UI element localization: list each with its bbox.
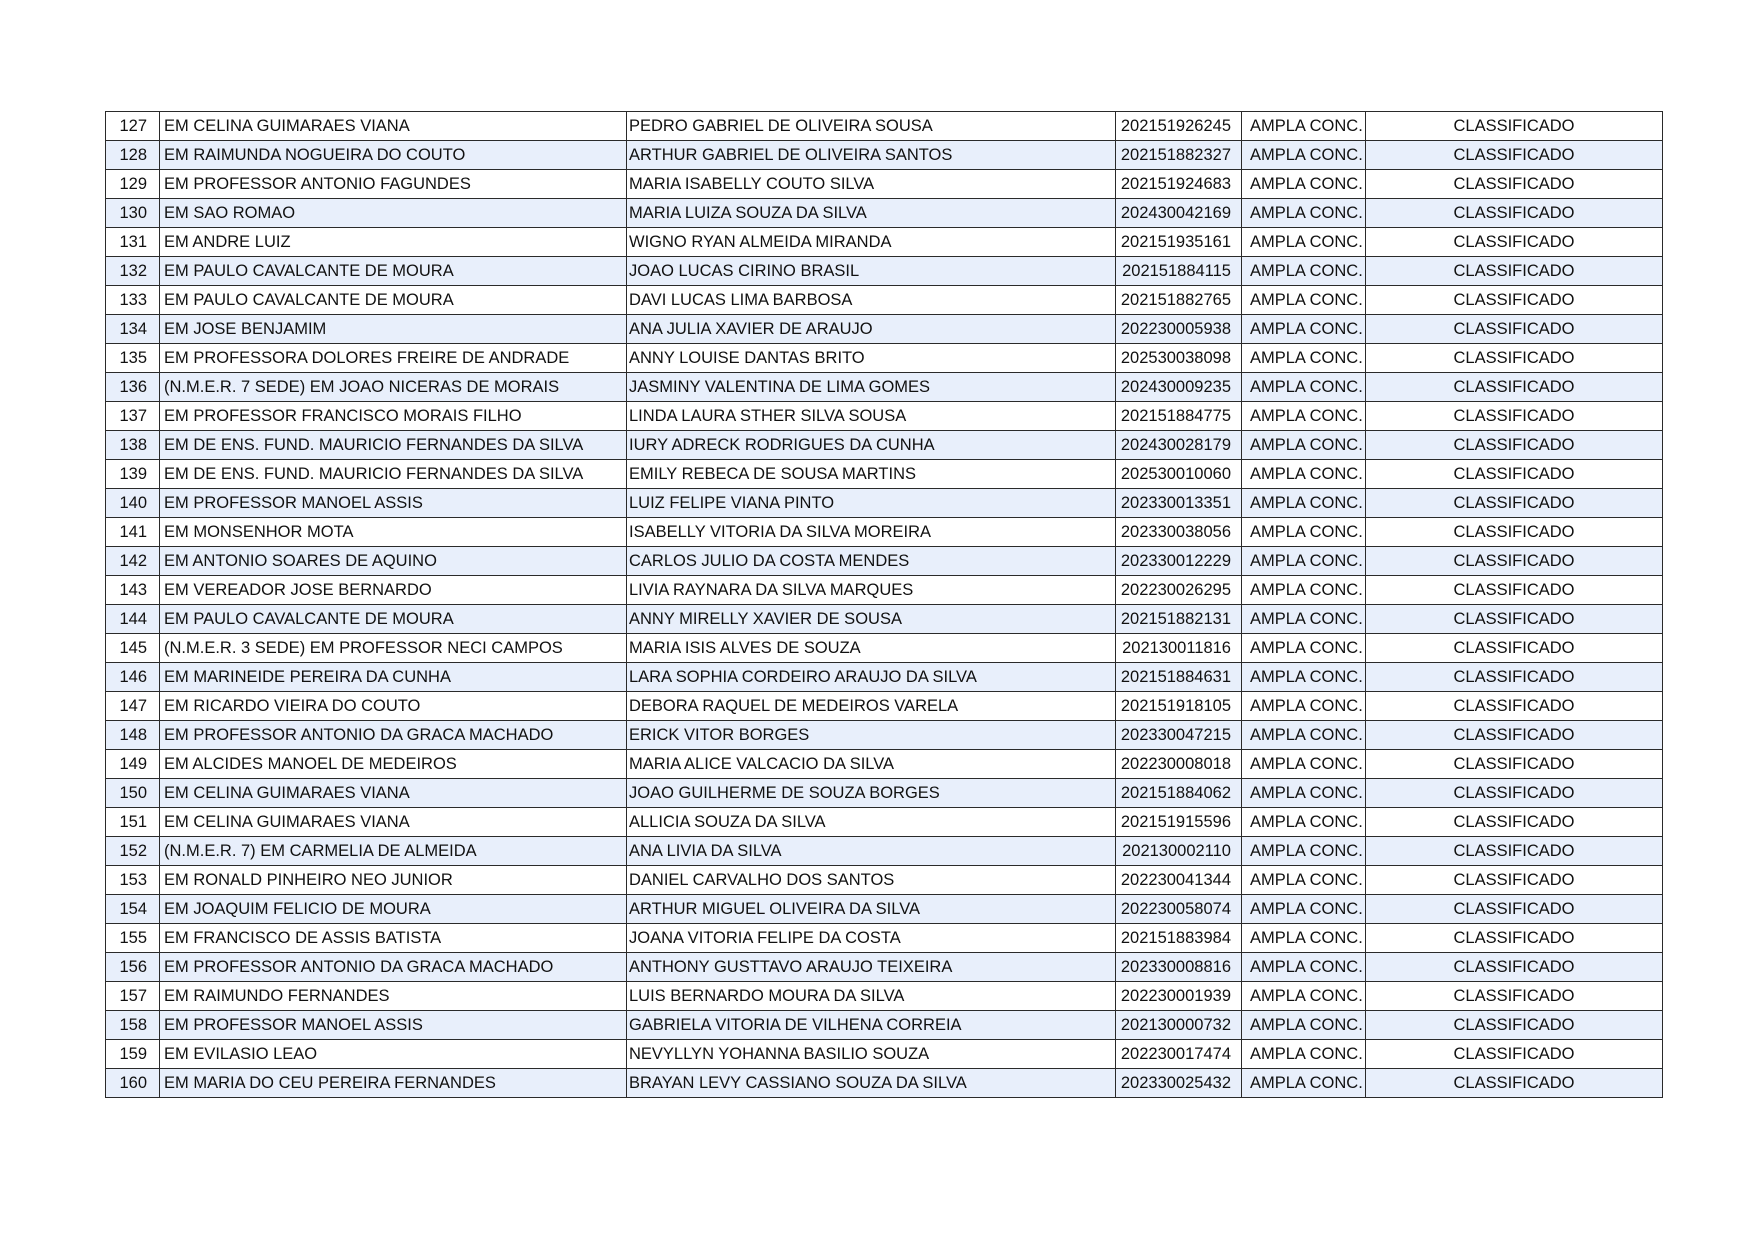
row-number-cell: 131 [106, 228, 160, 257]
school-name-cell: EM RAIMUNDA NOGUEIRA DO COUTO [160, 141, 627, 170]
status-cell: CLASSIFICADO [1366, 663, 1663, 692]
row-number-cell: 150 [106, 779, 160, 808]
status-cell: CLASSIFICADO [1366, 373, 1663, 402]
table-row [106, 1069, 1663, 1098]
student-name-cell: DANIEL CARVALHO DOS SANTOS [627, 866, 1116, 895]
school-name-cell: EM ANTONIO SOARES DE AQUINO [160, 547, 627, 576]
table-row [106, 808, 1663, 837]
competition-type-cell: AMPLA CONC. [1242, 982, 1366, 1011]
school-name-cell: EM JOAQUIM FELICIO DE MOURA [160, 895, 627, 924]
registration-id-cell: 202130002110 [1116, 837, 1242, 866]
school-name-cell: EM PROFESSOR FRANCISCO MORAIS FILHO [160, 402, 627, 431]
registration-id-cell: 202151926245 [1116, 112, 1242, 141]
school-name-cell: EM JOSE BENJAMIM [160, 315, 627, 344]
student-name-cell: WIGNO RYAN ALMEIDA MIRANDA [627, 228, 1116, 257]
status-cell: CLASSIFICADO [1366, 1069, 1663, 1098]
status-cell: CLASSIFICADO [1366, 315, 1663, 344]
registration-id-cell: 202330013351 [1116, 489, 1242, 518]
student-name-cell: JASMINY VALENTINA DE LIMA GOMES [627, 373, 1116, 402]
status-cell: CLASSIFICADO [1366, 692, 1663, 721]
status-cell: CLASSIFICADO [1366, 634, 1663, 663]
student-name-cell: PEDRO GABRIEL DE OLIVEIRA SOUSA [627, 112, 1116, 141]
school-name-cell: EM SAO ROMAO [160, 199, 627, 228]
status-cell: CLASSIFICADO [1366, 489, 1663, 518]
status-cell: CLASSIFICADO [1366, 286, 1663, 315]
competition-type-cell: AMPLA CONC. [1242, 344, 1366, 373]
table-row [106, 228, 1663, 257]
row-number-cell: 144 [106, 605, 160, 634]
school-name-cell: EM RICARDO VIEIRA DO COUTO [160, 692, 627, 721]
student-name-cell: JOAO LUCAS CIRINO BRASIL [627, 257, 1116, 286]
school-name-cell: EM PAULO CAVALCANTE DE MOURA [160, 257, 627, 286]
row-number-cell: 148 [106, 721, 160, 750]
row-number-cell: 130 [106, 199, 160, 228]
table-row [106, 721, 1663, 750]
registration-id-cell: 202151918105 [1116, 692, 1242, 721]
table-row [106, 460, 1663, 489]
table-row [106, 663, 1663, 692]
student-name-cell: MARIA ALICE VALCACIO DA SILVA [627, 750, 1116, 779]
row-number-cell: 153 [106, 866, 160, 895]
competition-type-cell: AMPLA CONC. [1242, 489, 1366, 518]
student-name-cell: CARLOS JULIO DA COSTA MENDES [627, 547, 1116, 576]
competition-type-cell: AMPLA CONC. [1242, 576, 1366, 605]
student-name-cell: GABRIELA VITORIA DE VILHENA CORREIA [627, 1011, 1116, 1040]
row-number-cell: 151 [106, 808, 160, 837]
student-name-cell: LIVIA RAYNARA DA SILVA MARQUES [627, 576, 1116, 605]
status-cell: CLASSIFICADO [1366, 547, 1663, 576]
results-table-body [106, 112, 1663, 1098]
registration-id-cell: 202151882131 [1116, 605, 1242, 634]
competition-type-cell: AMPLA CONC. [1242, 895, 1366, 924]
competition-type-cell: AMPLA CONC. [1242, 924, 1366, 953]
registration-id-cell: 202151924683 [1116, 170, 1242, 199]
registration-id-cell: 202230026295 [1116, 576, 1242, 605]
competition-type-cell: AMPLA CONC. [1242, 866, 1366, 895]
school-name-cell: EM PROFESSOR ANTONIO FAGUNDES [160, 170, 627, 199]
competition-type-cell: AMPLA CONC. [1242, 663, 1366, 692]
student-name-cell: JOAO GUILHERME DE SOUZA BORGES [627, 779, 1116, 808]
row-number-cell: 154 [106, 895, 160, 924]
table-row [106, 634, 1663, 663]
competition-type-cell: AMPLA CONC. [1242, 170, 1366, 199]
school-name-cell: EM CELINA GUIMARAES VIANA [160, 112, 627, 141]
school-name-cell: (N.M.E.R. 7 SEDE) EM JOAO NICERAS DE MORAIS [160, 373, 627, 402]
row-number-cell: 136 [106, 373, 160, 402]
status-cell: CLASSIFICADO [1366, 895, 1663, 924]
table-row [106, 982, 1663, 1011]
row-number-cell: 152 [106, 837, 160, 866]
school-name-cell: EM PROFESSOR MANOEL ASSIS [160, 1011, 627, 1040]
status-cell: CLASSIFICADO [1366, 605, 1663, 634]
status-cell: CLASSIFICADO [1366, 866, 1663, 895]
status-cell: CLASSIFICADO [1366, 344, 1663, 373]
registration-id-cell: 202430009235 [1116, 373, 1242, 402]
school-name-cell: EM CELINA GUIMARAES VIANA [160, 779, 627, 808]
school-name-cell: (N.M.E.R. 3 SEDE) EM PROFESSOR NECI CAMPOS [160, 634, 627, 663]
status-cell: CLASSIFICADO [1366, 1040, 1663, 1069]
table-row [106, 373, 1663, 402]
competition-type-cell: AMPLA CONC. [1242, 1011, 1366, 1040]
student-name-cell: ANA LIVIA DA SILVA [627, 837, 1116, 866]
competition-type-cell: AMPLA CONC. [1242, 141, 1366, 170]
competition-type-cell: AMPLA CONC. [1242, 634, 1366, 663]
row-number-cell: 128 [106, 141, 160, 170]
status-cell: CLASSIFICADO [1366, 953, 1663, 982]
table-row [106, 576, 1663, 605]
competition-type-cell: AMPLA CONC. [1242, 402, 1366, 431]
status-cell: CLASSIFICADO [1366, 170, 1663, 199]
student-name-cell: ISABELLY VITORIA DA SILVA MOREIRA [627, 518, 1116, 547]
table-row [106, 518, 1663, 547]
student-name-cell: MARIA ISABELLY COUTO SILVA [627, 170, 1116, 199]
registration-id-cell: 202151884062 [1116, 779, 1242, 808]
registration-id-cell: 202430042169 [1116, 199, 1242, 228]
competition-type-cell: AMPLA CONC. [1242, 286, 1366, 315]
school-name-cell: EM RONALD PINHEIRO NEO JUNIOR [160, 866, 627, 895]
school-name-cell: EM DE ENS. FUND. MAURICIO FERNANDES DA SILVA [160, 431, 627, 460]
school-name-cell: EM PROFESSOR MANOEL ASSIS [160, 489, 627, 518]
row-number-cell: 137 [106, 402, 160, 431]
registration-id-cell: 202330012229 [1116, 547, 1242, 576]
status-cell: CLASSIFICADO [1366, 576, 1663, 605]
table-row [106, 141, 1663, 170]
registration-id-cell: 202130011816 [1116, 634, 1242, 663]
school-name-cell: EM VEREADOR JOSE BERNARDO [160, 576, 627, 605]
registration-id-cell: 202430028179 [1116, 431, 1242, 460]
student-name-cell: LUIS BERNARDO MOURA DA SILVA [627, 982, 1116, 1011]
competition-type-cell: AMPLA CONC. [1242, 750, 1366, 779]
registration-id-cell: 202530010060 [1116, 460, 1242, 489]
student-name-cell: BRAYAN LEVY CASSIANO SOUZA DA SILVA [627, 1069, 1116, 1098]
school-name-cell: EM PAULO CAVALCANTE DE MOURA [160, 286, 627, 315]
row-number-cell: 156 [106, 953, 160, 982]
student-name-cell: ARTHUR GABRIEL DE OLIVEIRA SANTOS [627, 141, 1116, 170]
status-cell: CLASSIFICADO [1366, 721, 1663, 750]
row-number-cell: 139 [106, 460, 160, 489]
competition-type-cell: AMPLA CONC. [1242, 1069, 1366, 1098]
competition-type-cell: AMPLA CONC. [1242, 808, 1366, 837]
student-name-cell: JOANA VITORIA FELIPE DA COSTA [627, 924, 1116, 953]
registration-id-cell: 202130000732 [1116, 1011, 1242, 1040]
registration-id-cell: 202151915596 [1116, 808, 1242, 837]
registration-id-cell: 202151884115 [1116, 257, 1242, 286]
student-name-cell: ARTHUR MIGUEL OLIVEIRA DA SILVA [627, 895, 1116, 924]
school-name-cell: EM PAULO CAVALCANTE DE MOURA [160, 605, 627, 634]
student-name-cell: ALLICIA SOUZA DA SILVA [627, 808, 1116, 837]
school-name-cell: EM MARINEIDE PEREIRA DA CUNHA [160, 663, 627, 692]
registration-id-cell: 202151882765 [1116, 286, 1242, 315]
registration-id-cell: 202230001939 [1116, 982, 1242, 1011]
status-cell: CLASSIFICADO [1366, 808, 1663, 837]
registration-id-cell: 202230041344 [1116, 866, 1242, 895]
registration-id-cell: 202151883984 [1116, 924, 1242, 953]
competition-type-cell: AMPLA CONC. [1242, 953, 1366, 982]
table-row [106, 315, 1663, 344]
competition-type-cell: AMPLA CONC. [1242, 605, 1366, 634]
row-number-cell: 146 [106, 663, 160, 692]
competition-type-cell: AMPLA CONC. [1242, 692, 1366, 721]
school-name-cell: EM PROFESSORA DOLORES FREIRE DE ANDRADE [160, 344, 627, 373]
school-name-cell: EM CELINA GUIMARAES VIANA [160, 808, 627, 837]
competition-type-cell: AMPLA CONC. [1242, 431, 1366, 460]
competition-type-cell: AMPLA CONC. [1242, 228, 1366, 257]
table-row [106, 1011, 1663, 1040]
row-number-cell: 149 [106, 750, 160, 779]
status-cell: CLASSIFICADO [1366, 460, 1663, 489]
row-number-cell: 143 [106, 576, 160, 605]
school-name-cell: EM RAIMUNDO FERNANDES [160, 982, 627, 1011]
registration-id-cell: 202330038056 [1116, 518, 1242, 547]
table-row [106, 837, 1663, 866]
row-number-cell: 129 [106, 170, 160, 199]
table-row [106, 779, 1663, 808]
student-name-cell: ANA JULIA XAVIER DE ARAUJO [627, 315, 1116, 344]
registration-id-cell: 202330008816 [1116, 953, 1242, 982]
student-name-cell: ANNY MIRELLY XAVIER DE SOUSA [627, 605, 1116, 634]
student-name-cell: MARIA LUIZA SOUZA DA SILVA [627, 199, 1116, 228]
row-number-cell: 142 [106, 547, 160, 576]
competition-type-cell: AMPLA CONC. [1242, 460, 1366, 489]
table-row [106, 489, 1663, 518]
row-number-cell: 155 [106, 924, 160, 953]
registration-id-cell: 202230005938 [1116, 315, 1242, 344]
registration-id-cell: 202230017474 [1116, 1040, 1242, 1069]
registration-id-cell: 202530038098 [1116, 344, 1242, 373]
row-number-cell: 157 [106, 982, 160, 1011]
table-row [106, 199, 1663, 228]
table-row [106, 605, 1663, 634]
competition-type-cell: AMPLA CONC. [1242, 112, 1366, 141]
status-cell: CLASSIFICADO [1366, 924, 1663, 953]
school-name-cell: EM MONSENHOR MOTA [160, 518, 627, 547]
status-cell: CLASSIFICADO [1366, 518, 1663, 547]
registration-id-cell: 202330025432 [1116, 1069, 1242, 1098]
student-name-cell: EMILY REBECA DE SOUSA MARTINS [627, 460, 1116, 489]
row-number-cell: 147 [106, 692, 160, 721]
row-number-cell: 132 [106, 257, 160, 286]
status-cell: CLASSIFICADO [1366, 1011, 1663, 1040]
status-cell: CLASSIFICADO [1366, 112, 1663, 141]
school-name-cell: (N.M.E.R. 7) EM CARMELIA DE ALMEIDA [160, 837, 627, 866]
status-cell: CLASSIFICADO [1366, 402, 1663, 431]
student-name-cell: ANNY LOUISE DANTAS BRITO [627, 344, 1116, 373]
table-row [106, 170, 1663, 199]
competition-type-cell: AMPLA CONC. [1242, 721, 1366, 750]
table-row [106, 866, 1663, 895]
table-row [106, 1040, 1663, 1069]
table-row [106, 112, 1663, 141]
row-number-cell: 158 [106, 1011, 160, 1040]
status-cell: CLASSIFICADO [1366, 257, 1663, 286]
school-name-cell: EM MARIA DO CEU PEREIRA FERNANDES [160, 1069, 627, 1098]
competition-type-cell: AMPLA CONC. [1242, 779, 1366, 808]
status-cell: CLASSIFICADO [1366, 431, 1663, 460]
row-number-cell: 145 [106, 634, 160, 663]
table-row [106, 895, 1663, 924]
row-number-cell: 141 [106, 518, 160, 547]
status-cell: CLASSIFICADO [1366, 779, 1663, 808]
student-name-cell: LUIZ FELIPE VIANA PINTO [627, 489, 1116, 518]
student-name-cell: MARIA ISIS ALVES DE SOUZA [627, 634, 1116, 663]
school-name-cell: EM FRANCISCO DE ASSIS BATISTA [160, 924, 627, 953]
school-name-cell: EM PROFESSOR ANTONIO DA GRACA MACHADO [160, 953, 627, 982]
registration-id-cell: 202151882327 [1116, 141, 1242, 170]
status-cell: CLASSIFICADO [1366, 199, 1663, 228]
student-name-cell: IURY ADRECK RODRIGUES DA CUNHA [627, 431, 1116, 460]
student-name-cell: DAVI LUCAS LIMA BARBOSA [627, 286, 1116, 315]
registration-id-cell: 202230058074 [1116, 895, 1242, 924]
student-name-cell: LINDA LAURA STHER SILVA SOUSA [627, 402, 1116, 431]
competition-type-cell: AMPLA CONC. [1242, 199, 1366, 228]
status-cell: CLASSIFICADO [1366, 982, 1663, 1011]
competition-type-cell: AMPLA CONC. [1242, 1040, 1366, 1069]
row-number-cell: 160 [106, 1069, 160, 1098]
table-row [106, 402, 1663, 431]
row-number-cell: 138 [106, 431, 160, 460]
school-name-cell: EM PROFESSOR ANTONIO DA GRACA MACHADO [160, 721, 627, 750]
registration-id-cell: 202151884631 [1116, 663, 1242, 692]
student-name-cell: ANTHONY GUSTTAVO ARAUJO TEIXEIRA [627, 953, 1116, 982]
table-row [106, 953, 1663, 982]
status-cell: CLASSIFICADO [1366, 837, 1663, 866]
student-name-cell: DEBORA RAQUEL DE MEDEIROS VARELA [627, 692, 1116, 721]
table-row [106, 257, 1663, 286]
table-row [106, 750, 1663, 779]
registration-id-cell: 202230008018 [1116, 750, 1242, 779]
table-row [106, 344, 1663, 373]
status-cell: CLASSIFICADO [1366, 141, 1663, 170]
registration-id-cell: 202330047215 [1116, 721, 1242, 750]
school-name-cell: EM ALCIDES MANOEL DE MEDEIROS [160, 750, 627, 779]
results-table [105, 111, 1663, 1098]
row-number-cell: 127 [106, 112, 160, 141]
registration-id-cell: 202151884775 [1116, 402, 1242, 431]
row-number-cell: 134 [106, 315, 160, 344]
row-number-cell: 135 [106, 344, 160, 373]
student-name-cell: LARA SOPHIA CORDEIRO ARAUJO DA SILVA [627, 663, 1116, 692]
status-cell: CLASSIFICADO [1366, 750, 1663, 779]
competition-type-cell: AMPLA CONC. [1242, 518, 1366, 547]
student-name-cell: NEVYLLYN YOHANNA BASILIO SOUZA [627, 1040, 1116, 1069]
competition-type-cell: AMPLA CONC. [1242, 315, 1366, 344]
table-row [106, 431, 1663, 460]
competition-type-cell: AMPLA CONC. [1242, 547, 1366, 576]
registration-id-cell: 202151935161 [1116, 228, 1242, 257]
row-number-cell: 140 [106, 489, 160, 518]
school-name-cell: EM ANDRE LUIZ [160, 228, 627, 257]
row-number-cell: 133 [106, 286, 160, 315]
competition-type-cell: AMPLA CONC. [1242, 257, 1366, 286]
table-row [106, 547, 1663, 576]
competition-type-cell: AMPLA CONC. [1242, 837, 1366, 866]
school-name-cell: EM DE ENS. FUND. MAURICIO FERNANDES DA SILVA [160, 460, 627, 489]
competition-type-cell: AMPLA CONC. [1242, 373, 1366, 402]
status-cell: CLASSIFICADO [1366, 228, 1663, 257]
table-row [106, 286, 1663, 315]
row-number-cell: 159 [106, 1040, 160, 1069]
student-name-cell: ERICK VITOR BORGES [627, 721, 1116, 750]
table-row [106, 692, 1663, 721]
table-row [106, 924, 1663, 953]
school-name-cell: EM EVILASIO LEAO [160, 1040, 627, 1069]
